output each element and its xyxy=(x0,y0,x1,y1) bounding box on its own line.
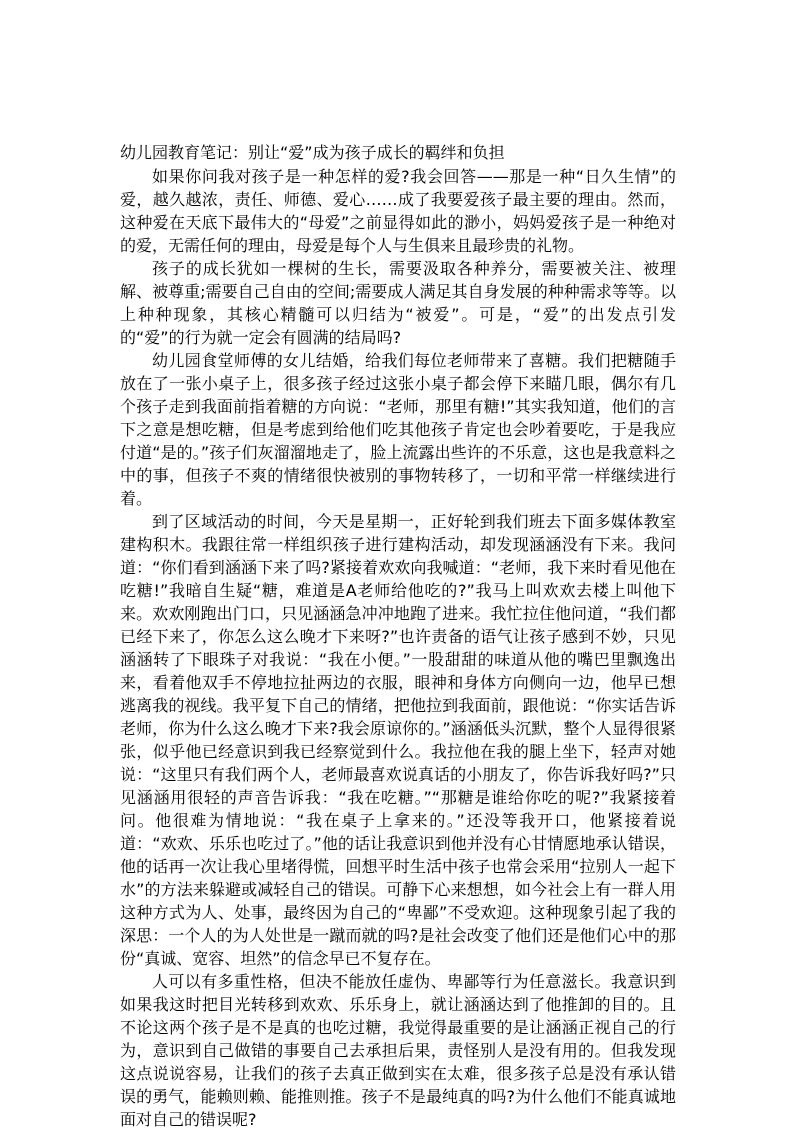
paragraph-1: 如果你问我对孩子是一种怎样的爱?我会回答——那是一种“日久生情”的爱，越久越浓，责任、师德、爱心……成了我要爱孩子最主要的理由。然而，这种爱在天底下最伟大的“母爱”之前显得如此的渺小，妈妈爱孩子是一种绝对的爱，无需任何的理由，母爱是每个人与生俱来且最珍贵的礼物。 xyxy=(120,167,676,255)
document-title: 幼儿园教育笔记：别让“爱”成为孩子成长的羁绊和负担 xyxy=(120,143,505,162)
paragraph-4: 到了区域活动的时间，今天是星期一，正好轮到我们班去下面多媒体教室建构积木。我跟往常一样组织孩子进行建构活动，却发现涵涵没有下来。我问道：“你们看到涵涵下来了吗?紧接着欢欢向我喊道：“老师，我下来时看见他在吃糖!”我暗自生疑“糖，难道是A老师给他吃的?”我马上叫欢欢去楼上叫他下来。欢欢刚跑出门口，只见涵涵急冲冲地跑了进来。我忙拉住他问道，“我们都已经下来了，你怎么这么晚才下来呀?”也许责备的语气让孩子感到不妙，只见涵涵转了下眼珠子对我说：“我在小便。”一股甜甜的味道从他的嘴巴里飘逸出来，看着他双手不停地拉扯两边的衣服，眼神和身体方向侧向一边，他早已想逃离我的视线。我平复下自己的情绪，把他拉到我面前，跟他说：“你实话告诉老师，你为什么这么晚才下来?我会原谅你的。”涵涵低头沉默，整个人显得很紧张，似乎他已经意识到我已经察觉到什么。我拉他在我的腿上坐下，轻声对她说：“这里只有我们两个人，老师最喜欢说真话的小朋友了，你告诉我好吗?”只见涵涵用很轻的声音告诉我：“我在吃糖。”“那糖是谁给你吃的呢?”我紧接着问。他很难为情地说：“我在桌子上拿来的。”还没等我开口，他紧接着说道：“欢欢、乐乐也吃过了。”他的话让我意识到他并没有心甘情愿地承认错误，他的话再一次让我心里堵得慌，回想平时生活中孩子也常会采用“拉别人一起下水”的方法来躲避或减轻自己的错误。可静下心来想想，如今社会上有一群人用这种方式为人、处事，最终因为自己的“卑鄙”不受欢迎。这种现象引起了我的深思：一个人的为人处世是一蹴而就的吗?是社会改变了他们还是他们心中的那份“真诚、宽容、坦然”的信念早已不复存在。 xyxy=(120,512,676,968)
paragraph-2: 孩子的成长犹如一棵树的生长，需要汲取各种养分，需要被关注、被理解、被尊重;需要自己自由的空间;需要成人满足其自身发展的种种需求等等。以上种种现象，其核心精髓可以归结为“被爱”。可是，“爱”的出发点引发的“爱”的行为就一定会有圆满的结局吗? xyxy=(120,259,676,347)
paragraph-5: 人可以有多重性格，但决不能放任虚伪、卑鄙等行为任意滋长。我意识到如果我这时把目光转移到欢欢、乐乐身上，就让涵涵达到了他推卸的目的。且不论这两个孩子是不是真的也吃过糖，我觉得最重要的是让涵涵正视自己的行为，意识到自己做错的事要自己去承担后果，责怪别人是没有用的。但我发现这点说说容易，让我们的孩子去真正做到实在太难，很多孩子总是没有承认错误的勇气，能赖则赖、能推则推。孩子不是最纯真的吗?为什么他们不能真诚地面对自己的错误呢? xyxy=(120,972,676,1129)
paragraph-3: 幼儿园食堂师傅的女儿结婚，给我们每位老师带来了喜糖。我们把糖随手放在了一张小桌子上，很多孩子经过这张小桌子都会停下来瞄几眼，偶尔有几个孩子走到我面前指着糖的方向说：“老师，那里有糖!”其实我知道，他们的言下之意是想吃糖，但是考虑到给他们吃其他孩子肯定也会吵着要吃，于是我应付道“是的。”孩子们灰溜溜地走了，脸上流露出些许的不乐意，这也是我意料之中的事，但孩子不爽的情绪很快被别的事物转移了，一切和平常一样继续进行着。 xyxy=(120,351,676,508)
document-page xyxy=(120,142,676,1131)
